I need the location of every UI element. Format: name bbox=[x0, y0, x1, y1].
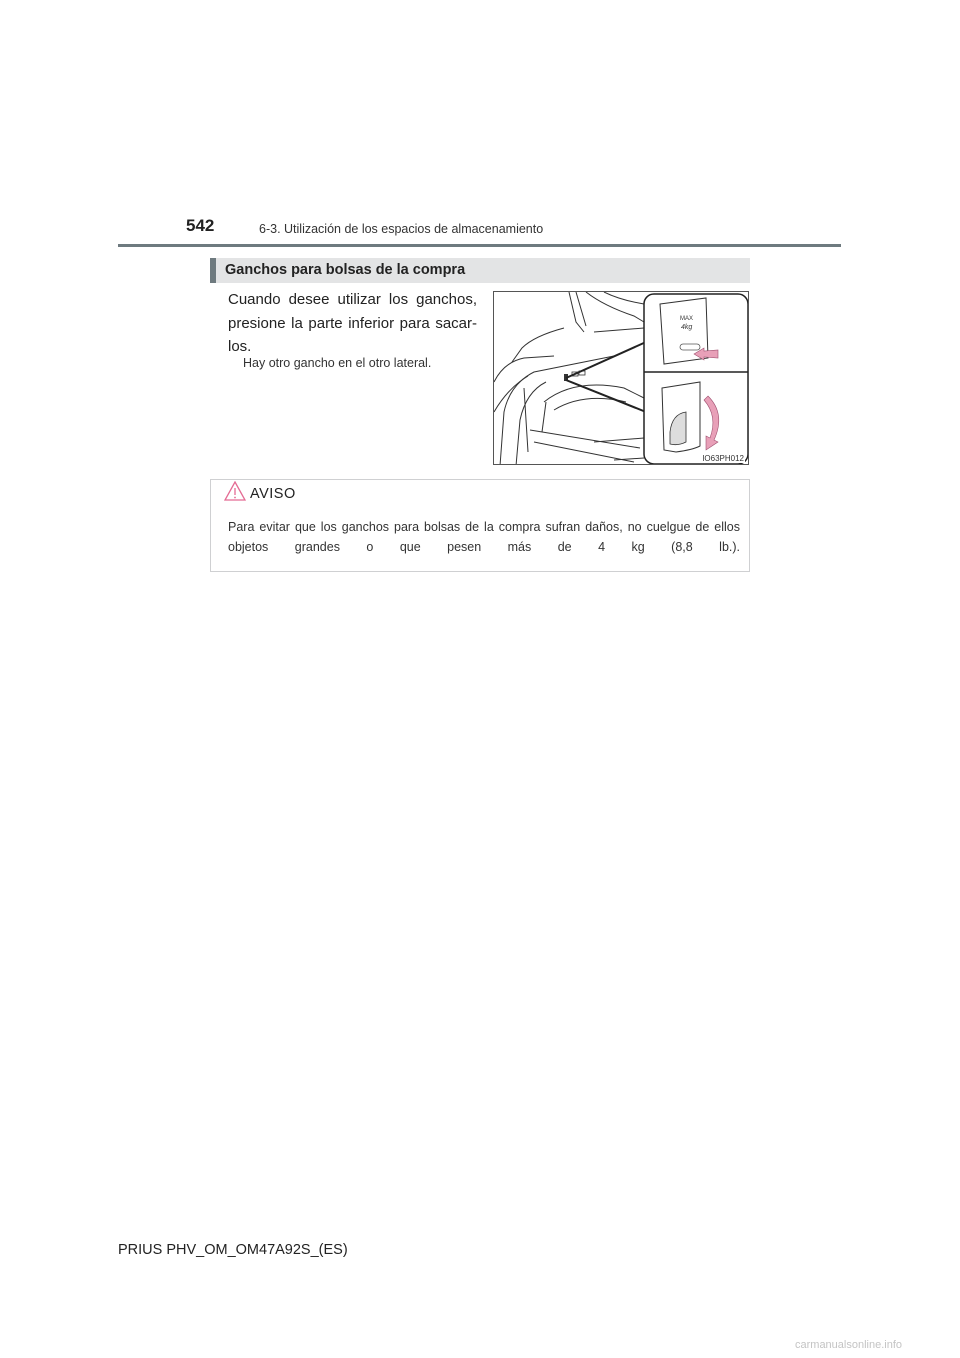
note-text: Hay otro gancho en el otro lateral. bbox=[243, 356, 432, 370]
topic-title: Ganchos para bolsas de la compra bbox=[225, 262, 466, 278]
page-number: 542 bbox=[186, 216, 215, 235]
topic-title-bar bbox=[210, 258, 750, 283]
watermark: carmanualsonline.info bbox=[795, 1339, 903, 1351]
trunk-hook-drawing bbox=[494, 292, 749, 465]
instruction-text: Cuando desee utilizar los ganchos, presione la parte inferior para sacar- los. bbox=[228, 291, 477, 355]
manual-id-footer: PRIUS PHV_OM_OM47A92S_(ES) bbox=[118, 1242, 348, 1258]
figure-code: IO63PH012 bbox=[702, 454, 744, 463]
hook-label-weight: 4kg bbox=[681, 324, 693, 331]
topic-title-accent bbox=[210, 258, 216, 283]
section-header: 6-3. Utilización de los espacios de almacenamiento bbox=[259, 222, 544, 236]
warning-triangle-icon bbox=[224, 481, 246, 501]
header-rule bbox=[118, 244, 841, 247]
shopping-hook-illustration bbox=[493, 291, 749, 465]
warning-title: AVISO bbox=[250, 486, 296, 502]
hook-label-max: MAX bbox=[680, 316, 694, 322]
warning-text: Para evitar que los ganchos para bolsas de la compra sufran daños, no cuelgue de ellos objetos grandes o que pesen más de 4 kg (8,8 lb.). bbox=[228, 520, 740, 554]
